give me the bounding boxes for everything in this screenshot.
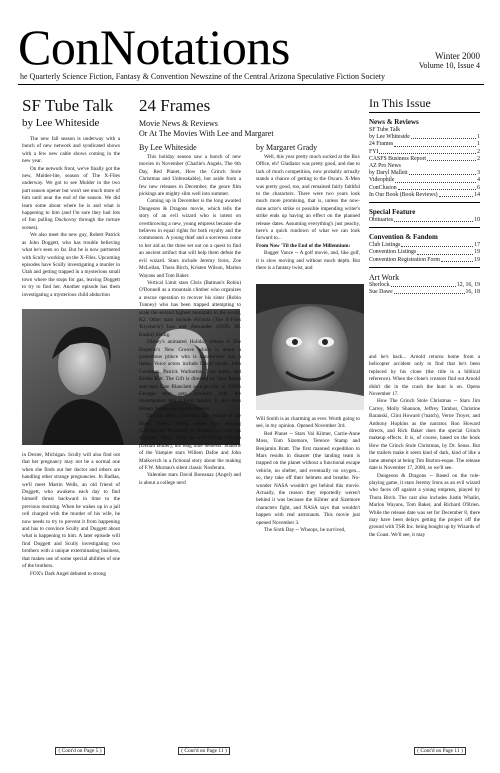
tube-talk-body-bottom <box>22 452 120 578</box>
toc-entry-page: 2 <box>477 155 480 162</box>
toc-entry-page: 10 <box>474 217 480 224</box>
frames-column-margaret-top <box>256 154 360 276</box>
grinch-photo <box>256 284 364 410</box>
toc-dot-leader <box>401 242 473 247</box>
toc-dot-leader <box>394 289 465 294</box>
toc-entry[interactable] <box>369 149 480 156</box>
toc-dot-leader <box>409 170 476 175</box>
toc-entry-title: by Daryl Mallett <box>369 170 408 177</box>
frames-column-lee <box>139 154 241 738</box>
toc-dot-leader <box>394 217 473 222</box>
toc-entry[interactable] <box>369 177 480 184</box>
toc-entry-title: Obituaries <box>369 217 394 224</box>
frames-continued-body <box>369 354 480 539</box>
toc-dot-leader <box>398 185 476 190</box>
frames-header <box>139 96 361 138</box>
col4-continued: ( Cont'd on Page 11 ) <box>400 748 480 755</box>
toc-section-heading: Special Feature <box>369 208 416 217</box>
frames-lee-continued: ( Cont'd on Page 11 ) <box>166 748 242 755</box>
issue-info <box>419 52 480 70</box>
toc-entry-title: FYI <box>369 148 379 155</box>
toc-entry-page: 1 <box>477 141 480 148</box>
paragraph: How The Grinch Stole Christmas -- Stars Jim Carrey, Molly Shannon, Jeffrey Tambor, Christine Baranski, Clint Howard (?natch), Verne Troyer, and Anthony Hopkins as the narrator. Ron Howard directs, and Rick Baker does the special Grinch makeup effects. It is, of course, based on the book How the Grinch Stole Christmas, by Dr. Seuss. But the trailers make it seem kind of dark, kind of like a lame attempt at being Tim Burton-esque. The release date is November 17, 2000, so we'll see. <box>369 398 480 472</box>
toc-dot-leader <box>439 192 474 197</box>
toc-section-heading: Convention & Fandom <box>369 233 438 242</box>
toc-sections <box>369 118 480 296</box>
toc-divider <box>369 227 480 228</box>
frames-byline-margaret: by Margaret Grady <box>256 143 318 152</box>
paragraph: The new fall season is underway with a bunch of new network and syndicated shows with a few new cable shows coming in the new year. <box>22 136 120 165</box>
toc-entry-title: 24 Frames <box>369 141 394 148</box>
tube-talk-continued: ( Cont'd on Page 5 ) <box>40 748 120 755</box>
toc-entry-page: 2 <box>477 148 480 155</box>
toc-entry-page: 4 <box>477 177 480 184</box>
tube-talk-article-continued <box>22 452 120 744</box>
masthead-divider <box>18 84 484 85</box>
frames-subtitle: Movie News & Reviews <box>139 119 218 128</box>
frames-column-continued <box>369 354 480 738</box>
toc-entry[interactable] <box>369 289 480 296</box>
toc-entry[interactable] <box>369 249 480 256</box>
paragraph: Dracula 2000, a modern day version of the Bram Stoker novel, takes Van Helsing (Christopher Plummer) to America to save his daughter, Mary, from the evil Count Dracula (Gerard Butler), his long time nemesis. Shadow of the Vampire stars Willem Dafoe and John Malkovich in a fictional story about the making of F.W. Murnau's silent classic Nosferatu. <box>139 413 241 472</box>
toc-entry-page: 12, 16, 19 <box>456 281 480 288</box>
toc-section-heading: Art Work <box>369 272 400 282</box>
masthead <box>18 19 484 82</box>
paragraph: Will Smith is as charming as ever. Worth going to see, in my opinion. Opened November 3rd. <box>256 416 360 430</box>
toc-dot-leader <box>391 282 456 287</box>
tube-talk-heading: SF Tube Talk <box>22 96 114 115</box>
toc-entry-page: 3 <box>477 170 480 177</box>
toc-entry-page: 6 <box>477 184 480 191</box>
newsletter-title: ConNotations <box>18 19 290 75</box>
frames-lee-body <box>139 154 241 487</box>
toc-entry-page: 16, 18 <box>465 289 480 296</box>
toc-entry-page: 17 <box>474 242 480 249</box>
issue-volume: Volume 10, Issue 4 <box>418 61 480 70</box>
frames-column-margaret-bottom <box>256 416 360 734</box>
toc-entry-page: 19 <box>474 249 480 256</box>
paragraph: in Dexter, Michigan. Scully will also find out that her pregnancy may not be a normal one when she finds out her doctor and others are handling other strange pregnancies. In Badlaa, we'll meet Martin Wells, an old friend of Doggett, who awakens each day to find himself thrust backward in time to the previous morning. When he wakes up in a jail cell charged with the murder of his wife, he now needs to try to prevent it from happening and has to convince Scully and Doggett about what is happening to him. A later episode will find Doggett and Scully investigating two brothers with a unique exterminating business, that makes use of some special abilities of one of the brothers. <box>22 452 120 570</box>
toc-entry-page: 1 <box>477 134 480 141</box>
toc-entry-title: Sherlock <box>369 281 390 288</box>
toc-entry-title: Sue Dawe <box>369 289 393 296</box>
frames-margaret-body-bottom <box>256 416 360 535</box>
toc-entry-title: SF Tube Talk <box>369 127 401 133</box>
paragraph: Coming up in December is the long awaited Dungeons & Dragons movie, which tells the story of an evil wizard who is intent on overthrowing a new, young empress because she believes in equal rights for both royalty and the commoners. A young thief and a sorceress come to her aid as the three set out on a quest to find an ancient artifact that will help them defeat the evil wizard. Stars include Jeremy Irons, Zoe McLellan, Thora Birch, Kristen Wilson, Marlon Wayans and Tom Baker. <box>139 198 241 279</box>
toc-entry[interactable] <box>369 282 480 289</box>
newsletter-tagline: he Quarterly Science Fiction, Fantasy & Convention Newszine of the Central Arizona Speculative Fiction Society <box>20 72 386 81</box>
toc-dot-leader <box>417 249 473 254</box>
paragraph: Red Planet -- Stars Val Kilmer, Carrie-Anne Moss, Tom Sizemore, Terence Stamp and Benjamin Bratt. The first manned expedition to Mars results in disaster (the landing team is trapped on the planet without a functional escape vehicle, no shelter, and eventually no oxygen... so, they take off their helmets and breathe. No-wonder NASA wouldn't get behind this movie. Actually, the reason they reportedly weren't behind it was because the Kilmer and Sizemore characters fight, and NASA says that wouldn't happen with real astronauts. This movie just opened November 3. <box>256 430 360 526</box>
frames-heading: 24 Frames <box>139 96 211 115</box>
paragraph: On the network front, we've finally got the new, Mulder-lite, season of The X-Files underway. We got to see Mulder in the two part season opener but won't see much more of him until near the end of the season. We did learn some about where he is and what is happening to him (and I'm sure they had lots of fun pulling Duchovny through the torture scenes). <box>22 165 120 231</box>
toc-section-heading: News & Reviews <box>369 118 419 126</box>
frames-margaret-body-top <box>256 154 360 273</box>
paragraph: Well, this year pretty much sucked at the Box Office, eh? Gladiator was pretty good, and due to lack of much competition, now probably actually stands a chance of getting to the Oscars. X-Men was pretty good, too, and remained fairly faithful to the characters. There were two years look much more promising, that is, unless the now-done actor's strike or possible impending writer's strike ends up having an effect on the planned release dates. Assuming everything's just peachy, here's a quick rundown of what we can look forward to... <box>256 154 360 242</box>
frames-byline-lee: By Lee Whiteside <box>139 143 197 152</box>
toc-entry[interactable] <box>369 242 480 249</box>
toc-dot-leader <box>411 134 476 139</box>
toc-entry[interactable] <box>369 170 480 177</box>
section-subhead: From Now 'Til the End of the Millennium: <box>256 242 351 249</box>
toc-entry-title: In Our Book (Book Reviews) <box>369 191 438 198</box>
toc-dot-leader <box>394 141 476 146</box>
grinch-photo-image <box>256 284 364 410</box>
toc-entry-title: CASFS Business Report <box>369 155 427 162</box>
toc-dot-leader <box>441 257 473 262</box>
toc-dot-leader <box>379 149 476 154</box>
toc-entry[interactable] <box>369 217 480 224</box>
toc-entry-title: ConClusion <box>369 184 397 191</box>
toc-entry[interactable] <box>369 156 480 163</box>
table-of-contents <box>369 96 480 346</box>
paragraph: Disney's animated Holiday release is The Emperor's New Groove which is about a pretentious prince who is transformed into a llama. Voice actors include David Spade, John Goodman, Patrick Warburton, Tom Jones, and Eartha Kitt. The Gift is directed by Sam Raimi and stars Cate Blanchett as a psychic in 1950's Georgia who gets involved with the investigation into a local murder. It also stars Hillary Swank and Keanu Reeves. <box>139 339 241 412</box>
toc-dot-leader <box>427 156 476 161</box>
toc-entry-title: by Lee Whiteside <box>369 134 410 141</box>
toc-entry-page: 19 <box>474 256 480 263</box>
toc-entry-page: 14 <box>474 191 480 198</box>
paragraph: Vertical Limit stars Chris (Batman's Robin) O'Donnell as a mountain climber who organizes a rescue operation to recover his sister (Robin Tunney) who has been trapped attempting to scale the second highest mountain in the world, K2. Other stars include Nichola (The X-Files 'Krycheck') Lea and Alexander (DS9's Dr. Bashir) Siddig. <box>139 279 241 338</box>
tube-talk-byline: by Lee Whiteside <box>22 117 100 129</box>
toc-entry-title: Club Listings <box>369 242 401 249</box>
paragraph: This holiday season saw a bunch of new movies in November (Charlie's Angels, The 6th Day, Red Planet, How the Grinch Stole Christmas and Unbreakable), but aside from a few new releases in December, the genre film pickings are mighty slim well into summer. <box>139 154 241 198</box>
toc-dot-leader <box>395 177 476 182</box>
toc-title: In This Issue <box>369 96 480 113</box>
paragraph: FOX's Dark Angel debuted to strong <box>30 570 107 577</box>
toc-entry[interactable] <box>369 141 480 148</box>
toc-divider <box>369 202 480 203</box>
toc-entry-title: Convention Listings <box>369 249 417 256</box>
toc-entry-title: Convention Registration Form <box>369 256 440 263</box>
paragraph: Dungeons & Dragons -- Based on the role-playing game, it stars Jeremy Irons as an evil wizard who faces off against a young empress, played by Thora Birch. The cast also includes Justin Whalin, Marlon Wayans, Tom Baker, and Richard O'Brien. While the release date was set for December 8, there may have been delays getting the project off the ground with TSR Inc. being bought up by Wizards of the Coast. We'll see, it may <box>369 472 480 538</box>
toc-divider <box>369 267 480 268</box>
paragraph: The Sixth Day -- Whoops, he survived, <box>264 527 346 534</box>
paragraph: Bagger Vance -- A golf movie, and, like golf, it is slow moving and without much depth. But there is a fantasy twist, and <box>256 250 360 272</box>
toc-entry[interactable] <box>369 257 480 264</box>
toc-entry[interactable] <box>369 134 480 141</box>
toc-entry[interactable] <box>369 163 480 170</box>
toc-entry-title: AZ Pro News <box>369 163 401 170</box>
paragraph: Valentine stars David Boreanaz (Angel) and is about a college nerd <box>139 472 241 486</box>
toc-entry[interactable] <box>369 185 480 192</box>
issue-season: Winter 2000 <box>435 51 480 61</box>
paragraph: and he's back... Arnold returns home from a helicopter accident only to find that he's been replaced by his clone (the title is a biblical reference). When the clone's creators find out Arnold didn't die in the crash the hunt is on. Opens November 17. <box>369 354 480 398</box>
toc-entry[interactable] <box>369 127 480 134</box>
toc-entry-title: Videophile <box>369 177 395 184</box>
tube-talk-body-top <box>22 136 120 299</box>
toc-entry[interactable] <box>369 192 480 199</box>
frames-subtitle-2: Or At The Movies With Lee and Margaret <box>139 128 274 138</box>
paragraph: We also meet the new guy, Robert Patrick as John Doggett, who has trouble believing what he's seen so far. But he is now partnered with Scully working on the X-Files. Upcoming episodes have Scully investigating a murder in Utah and getting trapped in a mysterious small town where the stops for gas, leaving Doggett to try to find her. Another episode has them investigating a mysterious child abduction <box>22 232 120 298</box>
